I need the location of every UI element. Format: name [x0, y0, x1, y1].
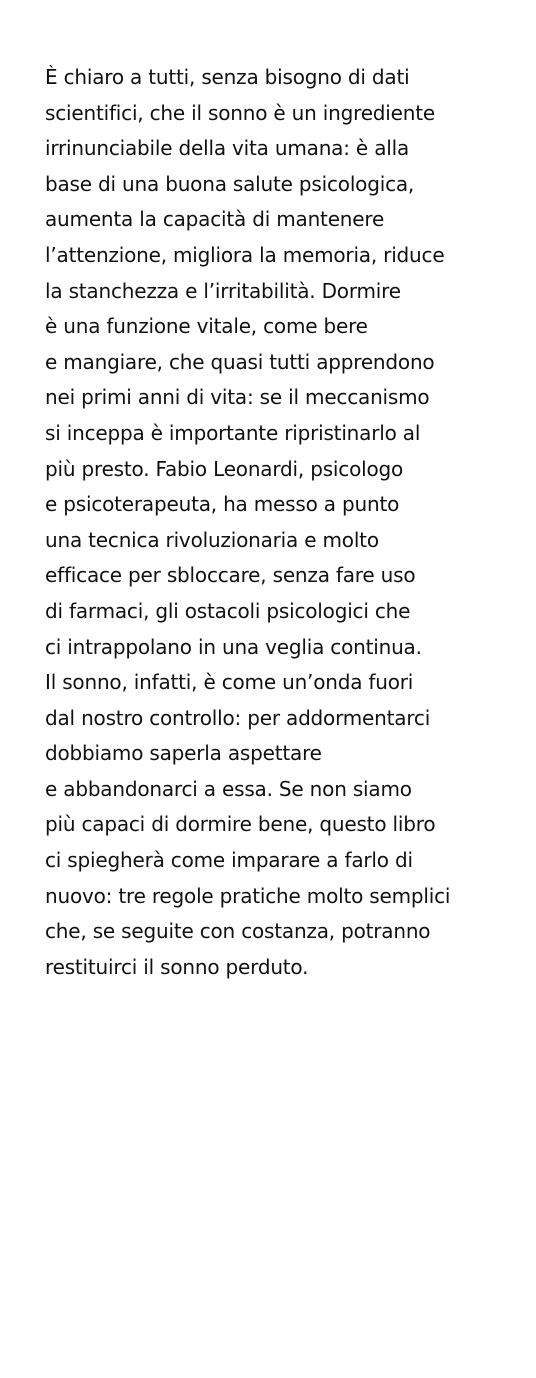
text-line: efficace per sbloccare, senza fare uso: [45, 563, 416, 588]
text-line: più presto. Fabio Leonardi, psicologo: [45, 456, 404, 481]
body-text: [45, 60, 525, 985]
text-line: aumenta la capacità di mantenere: [45, 207, 385, 232]
text-line: nuovo: tre regole pratiche molto semplici: [45, 883, 451, 908]
text-line: irrinunciabile della vita umana: è alla: [45, 136, 410, 161]
text-line: una tecnica rivoluzionaria e molto: [45, 527, 379, 552]
text-line: È chiaro a tutti, senza bisogno di dati: [45, 65, 410, 89]
text-line: restituirci il sonno perduto.: [45, 954, 309, 979]
text-line: base di una buona salute psicologica,: [45, 171, 415, 196]
text-line: dal nostro controllo: per addormentarci: [45, 705, 431, 730]
text-line: ci intrappolano in una veglia continua.: [45, 634, 422, 659]
text-line: di farmaci, gli ostacoli psicologici che: [45, 598, 411, 623]
text-line: e mangiare, che quasi tutti apprendono: [45, 349, 435, 374]
text-line: nei primi anni di vita: se il meccanismo: [45, 385, 430, 410]
text-line: l’attenzione, migliora la memoria, riduce: [45, 242, 445, 267]
text-line: scientifici, che il sonno è un ingrediente: [45, 100, 435, 125]
text-line: Il sonno, infatti, è come un’onda fuori: [45, 670, 414, 695]
text-line: dobbiamo saperla aspettare: [45, 741, 322, 766]
text-line: e abbandonarci a essa. Se non siamo: [45, 776, 412, 801]
text-line: è una funzione vitale, come bere: [45, 314, 368, 339]
text-line: più capaci di dormire bene, questo libro: [45, 812, 436, 837]
text-line: ci spiegherà come imparare a farlo di: [45, 848, 413, 873]
text-line: la stanchezza e l’irritabilità. Dormire: [45, 278, 401, 303]
text-line: che, se seguite con costanza, potranno: [45, 919, 431, 944]
text-line: si inceppa è importante ripristinarlo al: [45, 420, 421, 445]
text-line: e psicoterapeuta, ha messo a punto: [45, 492, 400, 517]
